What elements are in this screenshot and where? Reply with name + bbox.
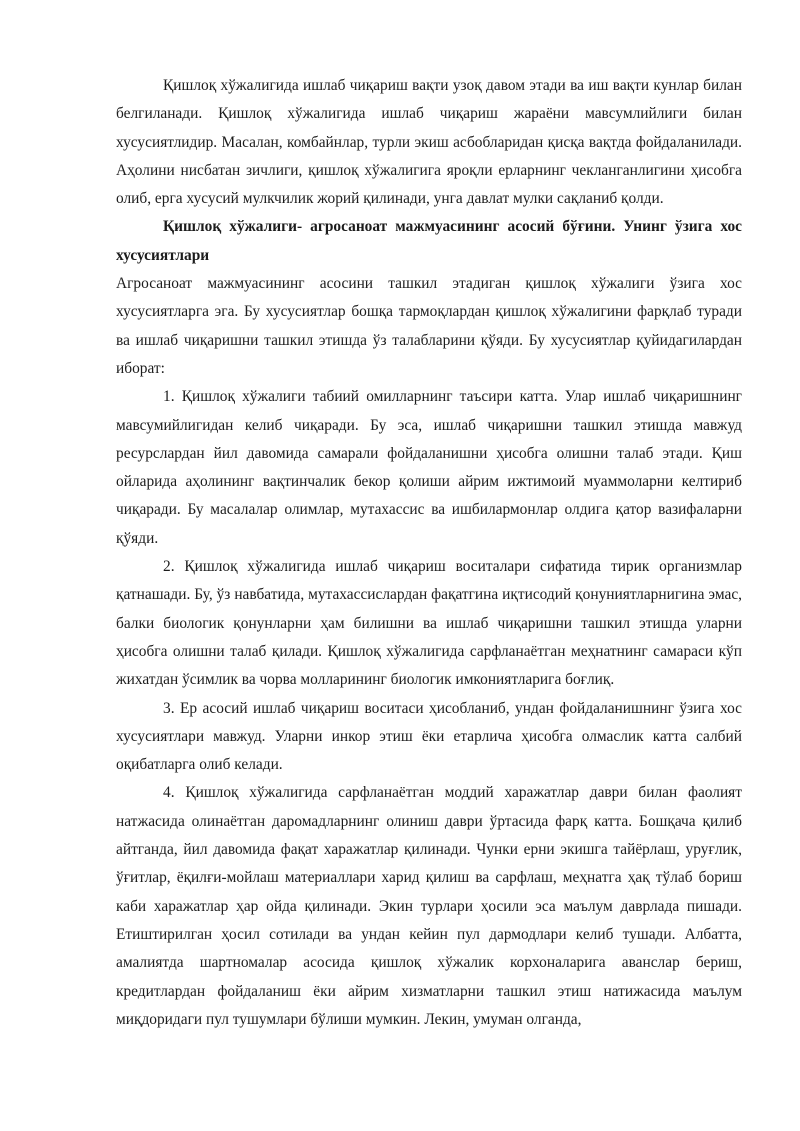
list-item-1: 1. Қишлоқ хўжалиги табиий омилларнинг таъсири катта. Улар ишлаб чиқаришнинг мавсумийлигидан келиб чиқаради. Бу эса, ишлаб чиқаришни ташкил этишда мавжуд ресурслардан йил давомида самарали фойдаланишни ҳисобга олишни талаб этади. Қиш ойларида аҳолининг вақтинчалик бекор қолиши айрим ижтимоий муаммоларни келтириб чиқаради. Бу масалалар олимлар, мутахассис ва ишбилармонлар олдига қатор вазифаларни қўяди.	[116, 388, 742, 547]
section-heading: Қишлоқ хўжалиги- агросаноат мажмуасининг асосий бўғини. Унинг ўзига хос хусусиятлари	[116, 218, 742, 264]
list-item-3: 3. Ер асосий ишлаб чиқариш воситаси ҳисобланиб, ундан фойдаланишнинг ўзига хос хусусиятлари мавжуд. Уларни инкор этиш ёки етарлича ҳисобга олмаслик катта салбий оқибатларга олиб келади.	[116, 699, 742, 774]
list-item-4: 4. Қишлоқ хўжалигида сарфланаётган моддий харажатлар даври билан фаолият натжасида олинаётган даромадларнинг олиниш даври ўртасида фарқ катта. Бошқача қилиб айтганда, йил давомида фақат харажатлар қилинади. Чунки ерни экишга тайёрлаш, уруғлик, ўғитлар, ёқилғи-мойлаш материаллари харид қилиш ва сарфлаш, меҳнатга ҳақ тўлаб бориш каби харажатлар ҳар ойда қилинади. Экин турлари ҳосили эса маълум даврлада пишади. Етиштирилган ҳосил сотилади ва ундан кейин пул дармодлари келиб тушади. Албатта, амалиятда шартномалар асосида қишлоқ хўжалик корхоналарига аванслар бериш, кредитлардан фойдаланиш ёки айрим хизматларни ташкил этиш натижасида маълум миқдоридаги пул тушумлари бўлиши мумкин. Лекин, умуман олганда,	[116, 784, 742, 1028]
lead-paragraph: Агросаноат мажмуасининг асосини ташкил этадиган қишлоқ хўжалиги ўзига хос хусусиятларга эга. Бу хусусиятлар бошқа тармоқлардан қишлоқ хўжалигини фарқлаб туради ва ишлаб чиқаришни ташкил этишда ўз талабларини қўяди. Бу хусусиятлар қуйидагилардан иборат:	[116, 275, 742, 377]
list-item-2: 2. Қишлоқ хўжалигида ишлаб чиқариш воситалари сифатида тирик организмлар қатнашади. Бу, ўз навбатида, мутахассислардан фақатгина иқтисодий қонуниятларнигина эмас, балки биологик қонунларни ҳам билишни ва ишлаб чиқаришни ташкил этишда уларни ҳисобга олишни талаб қилади. Қишлоқ хўжалигида сарфланаётган меҳнатнинг самараси кўп жихатдан ўсимлик ва чорва молларининг биологик имкониятларига боғлиқ.	[116, 558, 742, 689]
intro-paragraph: Қишлоқ хўжалигида ишлаб чиқариш вақти узоқ давом этади ва иш вақти кунлар билан белгиланади. Қишлоқ хўжалигида ишлаб чиқариш жараёни мавсумлийлиги билан хусусиятлидир. Масалан, комбайнлар, турли экиш асбобларидан қисқа вақтда фойдаланилади. Аҳолини нисбатан зичлиги, қишлоқ хўжалигига яроқли ерларнинг чекланганлигини ҳисобга олиб, ерга хусусий мулкчилик жорий қилинади, унга давлат мулки сақланиб қолди.	[116, 77, 742, 208]
